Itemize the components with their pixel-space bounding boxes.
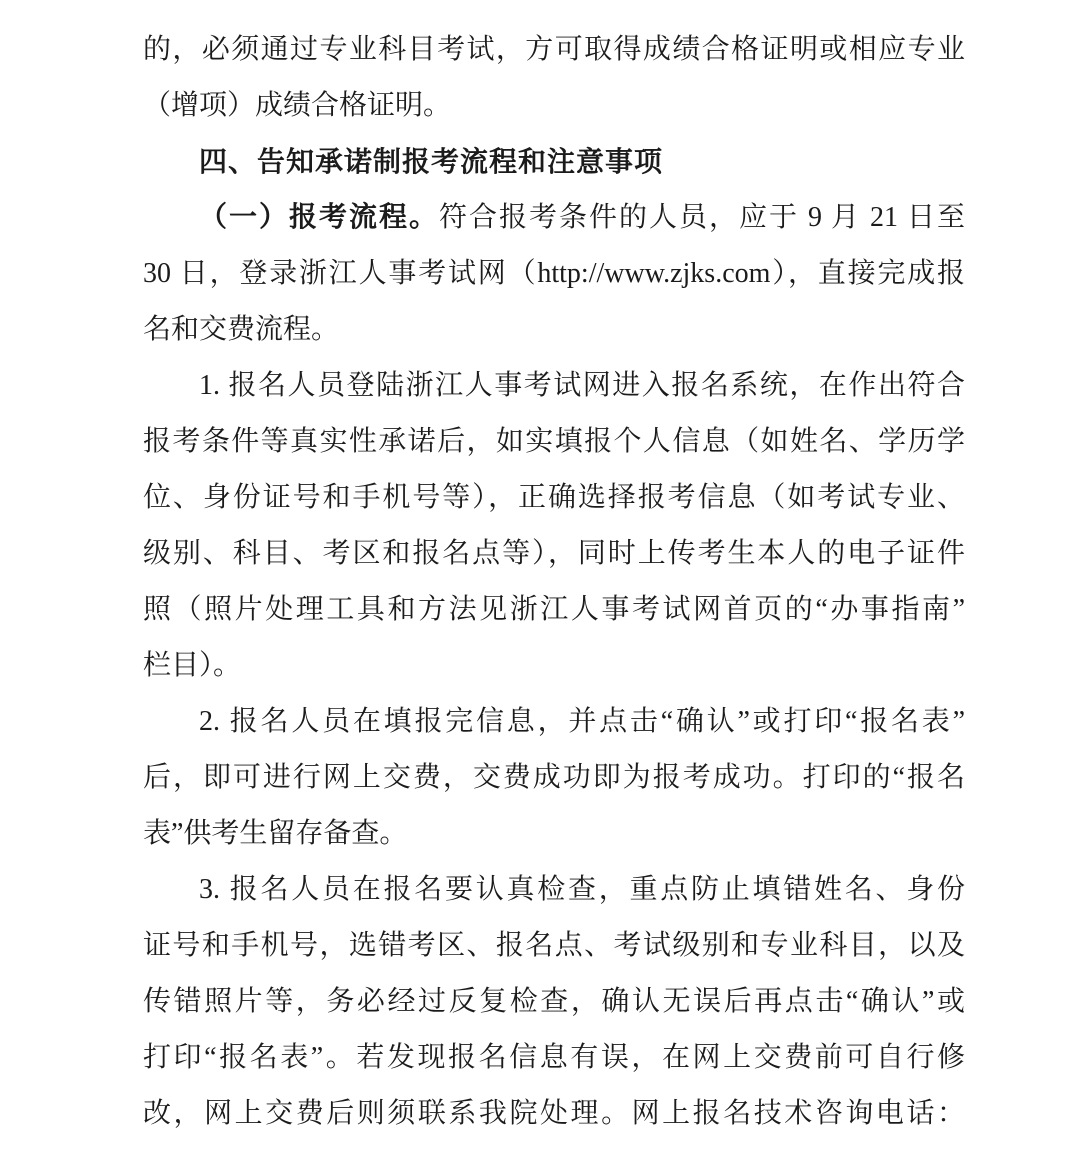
text-line (143, 78, 965, 134)
text-run: 级别、科目、考区和报名点等），同时上传考生本人的电子证件 (143, 538, 965, 569)
text-line (143, 1030, 965, 1086)
text-line (143, 358, 965, 414)
text-run: 照（照片处理工具和方法见浙江人事考试网首页的“办事指南” (143, 594, 965, 625)
section-heading (143, 134, 965, 190)
text-run: 2. 报名人员在填报完信息，并点击“确认”或打印“报名表” (199, 706, 965, 737)
text-run: 表”供考生留存备查。 (143, 818, 408, 849)
text-run: 的，必须通过专业科目考试，方可取得成绩合格证明或相应专业 (143, 34, 965, 65)
text-line (143, 526, 965, 582)
text-line (143, 974, 965, 1030)
text-line (143, 806, 965, 862)
text-line (143, 190, 965, 246)
text-line (143, 750, 965, 806)
text-line (143, 862, 965, 918)
text-line (143, 1086, 965, 1142)
text-run: 传错照片等，务必经过反复检查，确认无误后再点击“确认”或 (143, 986, 965, 1017)
text-run: 后，即可进行网上交费，交费成功即为报考成功。打印的“报名 (143, 762, 965, 793)
text-line (143, 694, 965, 750)
text-run: 证号和手机号，选错考区、报名点、考试级别和专业科目，以及 (143, 930, 965, 961)
text-run: 位、身份证号和手机号等），正确选择报考信息（如考试专业、 (143, 482, 965, 513)
text-run: 30 日，登录浙江人事考试网（http://www.zjks.com），直接完成报 (143, 258, 965, 289)
text-run: 改，网上交费后则须联系我院处理。网上报名技术咨询电话： (143, 1098, 965, 1129)
text-line (143, 302, 965, 358)
text-run: 符合报考条件的人员，应于 9 月 21 日至 (439, 202, 965, 233)
document-body (143, 0, 965, 1142)
text-run: 栏目）。 (143, 650, 242, 681)
text-line (143, 470, 965, 526)
text-run: 打印“报名表”。若发现报名信息有误，在网上交费前可自行修 (143, 1042, 965, 1073)
text-run: 报考条件等真实性承诺后，如实填报个人信息（如姓名、学历学 (143, 426, 965, 457)
text-run: 1. 报名人员登陆浙江人事考试网进入报名系统，在作出符合 (199, 370, 965, 401)
text-run: 3. 报名人员在报名要认真检查，重点防止填错姓名、身份 (199, 874, 965, 905)
text-line (143, 638, 965, 694)
bold-run: （一）报考流程。 (199, 202, 439, 233)
text-line (143, 582, 965, 638)
text-run: （增项）成绩合格证明。 (143, 90, 452, 121)
text-run: 四、告知承诺制报考流程和注意事项 (199, 146, 664, 177)
text-line (143, 246, 965, 302)
text-run: 名和交费流程。 (143, 314, 340, 345)
text-line (143, 414, 965, 470)
text-line (143, 22, 965, 78)
text-line (143, 918, 965, 974)
